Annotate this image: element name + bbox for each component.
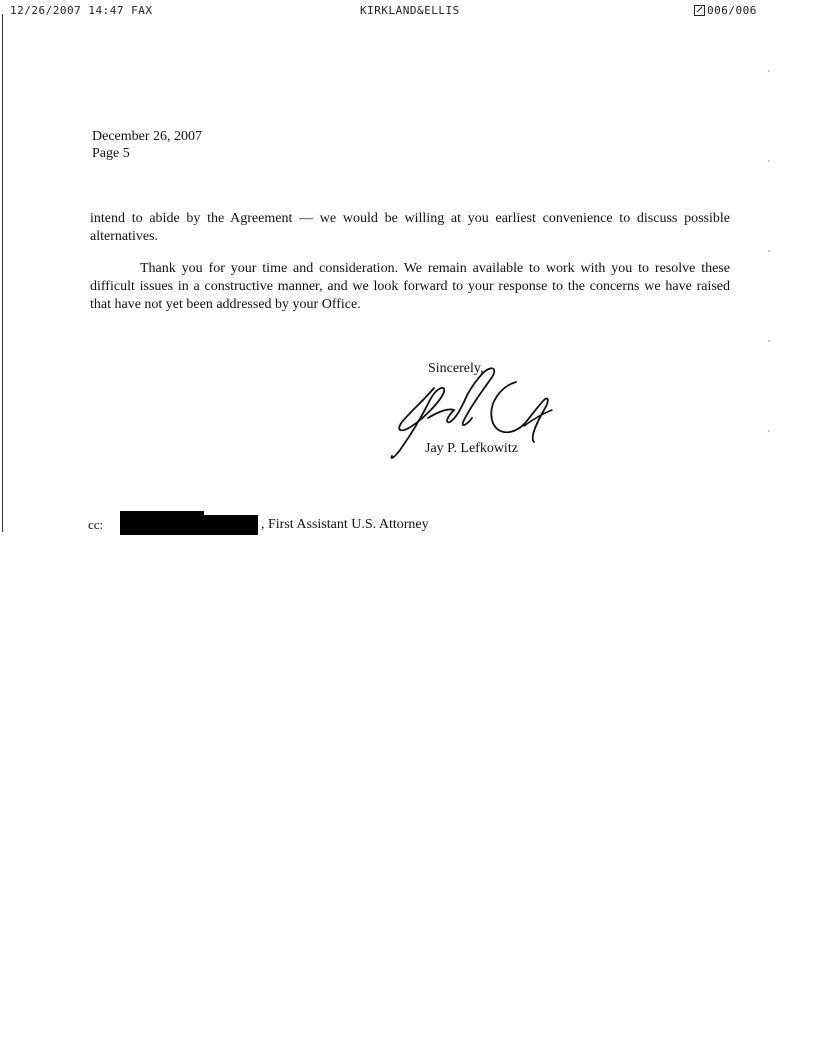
letter-signer-name: Jay P. Lefkowitz <box>425 441 518 456</box>
fax-header <box>0 4 816 20</box>
letter-paragraph-2-text: Thank you for your time and consideration. We remain available to work with you to resolve these difficult issues in a constructive manner, and we look forward to your response to the concerns we have raised that have not yet been addressed by your Office. <box>90 261 730 312</box>
cc-recipient-title: , First Assistant U.S. Attorney <box>261 517 429 532</box>
letter-closing: Sincerely, <box>428 361 484 376</box>
fax-sender: KIRKLAND&ELLIS <box>360 4 460 17</box>
letter-paragraph-1: intend to abide by the Agreement — we would be willing at you earliest convenience to discuss possible alternatives. <box>90 211 730 244</box>
letter-meta <box>92 128 202 162</box>
scan-edge-specks <box>768 30 770 490</box>
cc-label: cc: <box>88 517 104 532</box>
redaction-bar <box>120 515 258 535</box>
scan-left-edge-line <box>2 14 3 532</box>
fax-page-number: 006/006 <box>707 4 757 17</box>
letter-page-number: Page 5 <box>92 146 130 161</box>
fax-page-count <box>694 4 757 17</box>
fax-page-icon <box>694 5 705 16</box>
fax-datetime: 12/26/2007 14:47 FAX <box>10 4 153 17</box>
letter-paragraph-2 <box>90 260 730 314</box>
letter-cc-line <box>88 515 429 535</box>
letter-date: December 26, 2007 <box>92 129 203 144</box>
